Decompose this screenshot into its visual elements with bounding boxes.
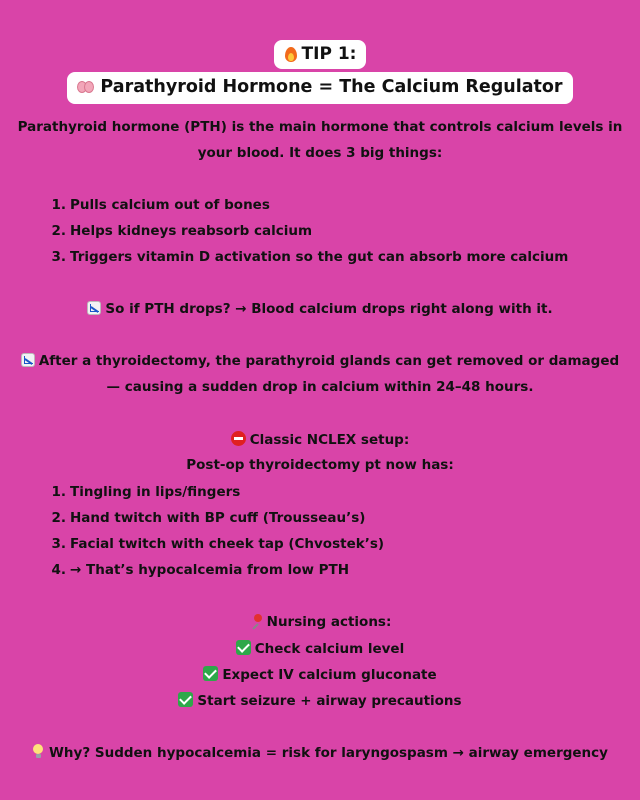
list-item: 1. Tingling in lips/fingers <box>51 484 241 500</box>
tip-label: TIP 1: <box>301 44 357 64</box>
list-item: 4. → That’s hypocalcemia from low PTH <box>51 562 350 578</box>
nursing-action: Expect IV calcium gluconate <box>0 666 640 683</box>
pth-drop-line: So if PTH drops? → Blood calcium drops right along with it. <box>0 301 640 317</box>
thyroidectomy-line-1: After a thyroidectomy, the parathyroid glands can get removed or damaged <box>0 353 640 369</box>
thyroidectomy-line-2: — causing a sudden drop in calcium within 24–48 hours. <box>106 379 534 395</box>
nursing-heading: Nursing actions: <box>0 614 640 630</box>
intro-line-2: your blood. It does 3 big things: <box>197 145 443 161</box>
chart-decreasing-icon <box>21 353 35 367</box>
fire-icon <box>284 47 298 63</box>
light-bulb-icon <box>32 744 44 759</box>
pushpin-icon <box>249 614 263 628</box>
header <box>0 0 640 104</box>
brain-icon <box>77 80 94 95</box>
list-item: 3. Triggers vitamin D activation so the gut can absorb more calcium <box>51 249 569 265</box>
list-item: 2. Helps kidneys reabsorb calcium <box>51 223 313 239</box>
stop-sign-icon <box>231 431 246 446</box>
check-mark-icon <box>236 640 251 655</box>
chart-decreasing-icon <box>87 301 101 315</box>
check-mark-icon <box>178 692 193 707</box>
why-line: Why? Sudden hypocalcemia = risk for laryngospasm → airway emergency <box>0 744 640 761</box>
list-item: 1. Pulls calcium out of bones <box>51 197 270 213</box>
title-pill <box>67 72 572 104</box>
tip-pill <box>274 40 367 69</box>
nclex-heading: Classic NCLEX setup: <box>0 431 640 448</box>
list-item: 3. Facial twitch with cheek tap (Chvostek’s) <box>51 536 385 552</box>
intro-line-1: Parathyroid hormone (PTH) is the main hormone that controls calcium levels in <box>17 119 623 135</box>
nursing-action: Check calcium level <box>0 640 640 657</box>
check-mark-icon <box>203 666 218 681</box>
nclex-subheading: Post-op thyroidectomy pt now has: <box>186 457 454 473</box>
nursing-action: Start seizure + airway precautions <box>0 692 640 709</box>
list-item: 2. Hand twitch with BP cuff (Trousseau’s) <box>51 510 366 526</box>
page-title: Parathyroid Hormone = The Calcium Regulator <box>100 77 563 97</box>
